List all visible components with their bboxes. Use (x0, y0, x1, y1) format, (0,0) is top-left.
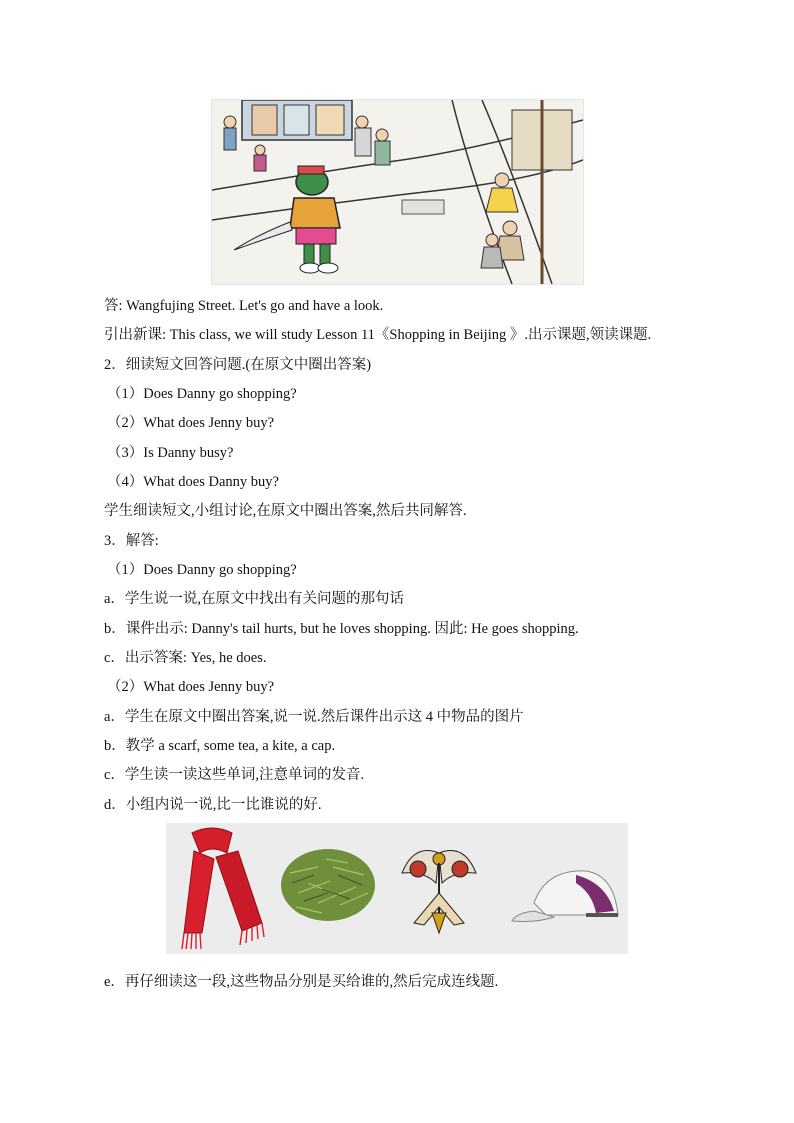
street-scene-drawing (212, 100, 583, 284)
student-line: 学生细读短文,小组讨论,在原文中圈出答案,然后共同解答. (104, 503, 467, 519)
q1-repeat: （1）Does Danny go shopping? (107, 562, 297, 578)
q2-e: e．再仔细读这一段,这些物品分别是买给谁的,然后完成连线题. (104, 974, 499, 990)
intro-line: 引出新课: This class, we will study Lesson 11《Shopping in Beijing 》.出示课题,领读课题. (104, 327, 652, 343)
q2-a: a．学生在原文中圈出答案,说一说.然后课件出示这 4 中物品的图片 (104, 709, 524, 725)
q2-b: b．教学 a scarf, some tea, a kite, a cap. (104, 738, 336, 754)
answer-line: 答: Wangfujing Street. Let's go and have a look. (104, 298, 384, 314)
step2-title: 2．细读短文回答问题.(在原文中圈出答案) (104, 357, 372, 373)
cap-picture (506, 823, 626, 954)
q2-repeat: （2）What does Jenny buy? (107, 679, 275, 695)
q2-c: c．学生读一读这些单词,注意单词的发音. (104, 767, 365, 783)
q1-c: c．出示答案: Yes, he does. (104, 650, 267, 666)
q1-b: b．课件出示: Danny's tail hurts, but he loves shopping. 因此: He goes shopping. (104, 621, 579, 637)
question-2: （2）What does Jenny buy? (107, 415, 275, 431)
tea-picture (278, 823, 378, 954)
scarf-picture (172, 823, 272, 954)
street-scene-illustration (211, 99, 584, 285)
question-4: （4）What does Danny buy? (107, 474, 279, 490)
kite-picture (394, 823, 484, 954)
q2-d: d．小组内说一说,比一比谁说的好. (104, 797, 322, 813)
q1-a: a．学生说一说,在原文中找出有关问题的那句话 (104, 591, 405, 607)
items-picture-strip (166, 823, 628, 954)
question-1: （1）Does Danny go shopping? (107, 386, 297, 402)
question-3: （3）Is Danny busy? (107, 445, 234, 461)
step3-title: 3．解答: (104, 533, 159, 549)
